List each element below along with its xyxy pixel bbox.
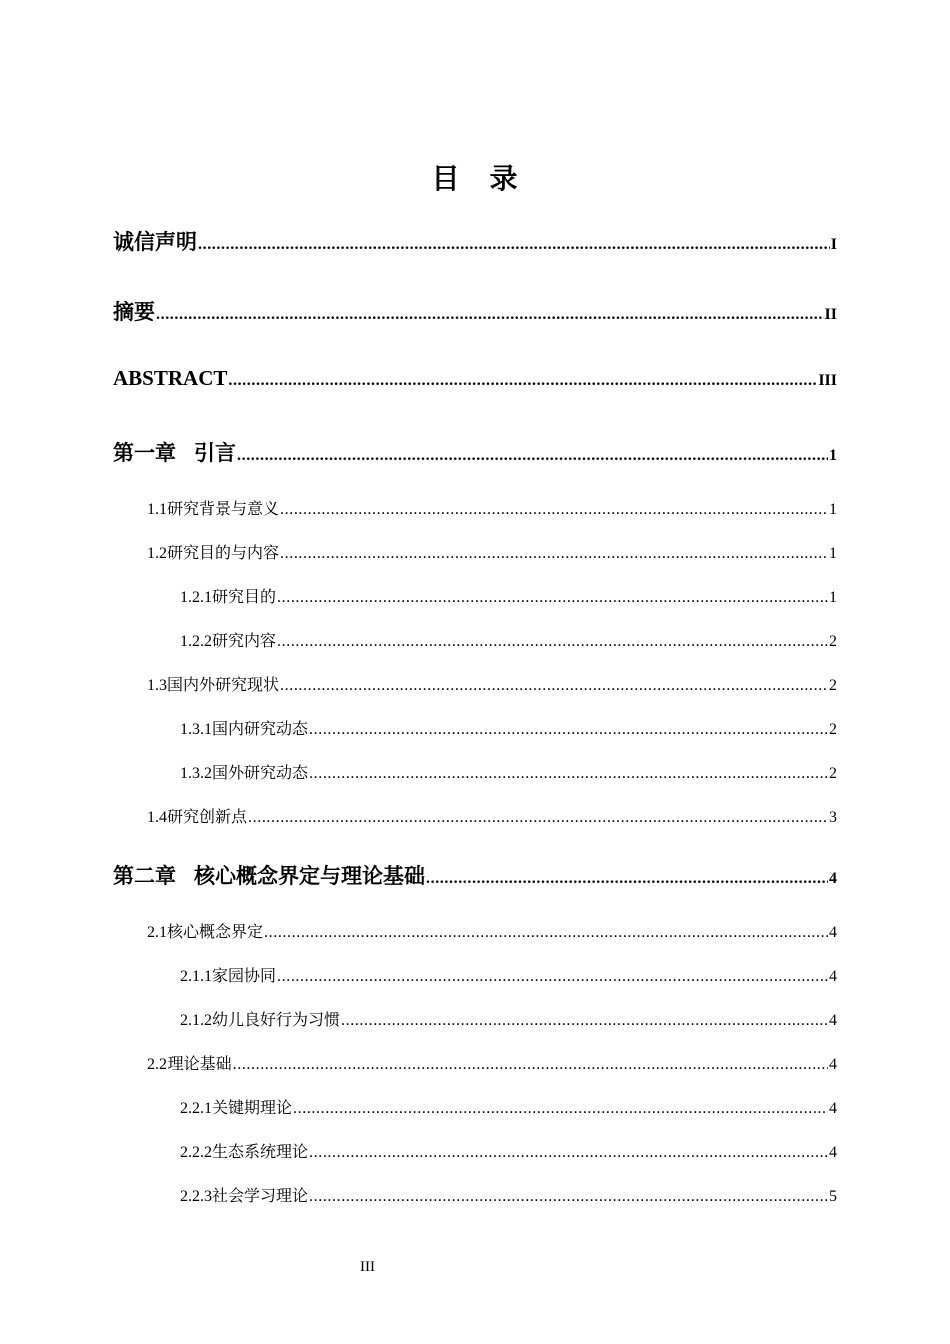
toc-entry-label: 研究目的: [212, 589, 277, 606]
dot-leader: [277, 633, 828, 651]
toc-page-number: 4: [829, 1012, 837, 1029]
toc-page-number: 2: [829, 633, 837, 650]
toc-page-number: 1: [829, 501, 837, 518]
toc-entry-2-2[interactable]: [147, 1051, 837, 1074]
toc-entry-label: 研究目的与内容: [167, 545, 280, 562]
toc-entry-2-2-1[interactable]: [180, 1095, 837, 1118]
toc-page-number: 3: [829, 809, 837, 826]
toc-entry-label: 研究内容: [212, 633, 277, 650]
toc-section-number: 1.2: [147, 545, 167, 562]
dot-leader: [293, 1100, 828, 1118]
toc-entry-label: 研究创新点: [167, 809, 248, 826]
toc-page-number: 1: [829, 447, 837, 464]
toc-entry-2-1[interactable]: [147, 919, 837, 942]
dot-leader: [309, 765, 828, 783]
toc-page-number: 5: [829, 1188, 837, 1205]
dot-leader: [309, 721, 828, 739]
toc-section-number: 2.2.2: [180, 1144, 212, 1161]
toc-entry-abstract-en[interactable]: [113, 366, 837, 391]
toc-entry-2-2-2[interactable]: [180, 1139, 837, 1162]
toc-section-number: 1.4: [147, 809, 167, 826]
dot-leader: [237, 447, 828, 465]
toc-page-number: 4: [829, 924, 837, 941]
toc-entry-chapter-1[interactable]: [113, 437, 837, 467]
toc-entry-chapter-2[interactable]: [113, 860, 837, 890]
dot-leader: [280, 545, 828, 563]
dot-leader: [248, 809, 828, 827]
dot-leader: [277, 589, 828, 607]
toc-entry-label: 社会学习理论: [212, 1188, 309, 1205]
toc-entry-1-3-1[interactable]: [180, 716, 837, 739]
toc-page-number: 4: [829, 870, 837, 887]
toc-entry-label: 生态系统理论: [212, 1144, 309, 1161]
toc-section-number: 2.2.3: [180, 1188, 212, 1205]
toc-page-number: 4: [829, 1100, 837, 1117]
toc-entry-2-1-1[interactable]: [180, 963, 837, 986]
toc-entry-label: 家园协同: [212, 968, 277, 985]
toc-entry-label: 引言: [194, 441, 236, 465]
toc-entry-1-4[interactable]: [147, 804, 837, 827]
dot-leader: [309, 1188, 828, 1206]
toc-page-number: II: [824, 306, 837, 323]
dot-leader: [280, 501, 828, 519]
toc-entry-label: 核心概念界定: [167, 924, 264, 941]
toc-entry-label: 理论基础: [167, 1056, 232, 1073]
toc-section-number: 1.3: [147, 677, 167, 694]
toc-entry-label: 关键期理论: [212, 1100, 293, 1117]
toc-page-number: 1: [829, 589, 837, 606]
toc-entry-label: ABSTRACT: [113, 366, 228, 390]
toc-entry-integrity-statement[interactable]: [113, 226, 837, 256]
toc-page-number: III: [818, 372, 837, 389]
toc-page-number: 4: [829, 1056, 837, 1073]
toc-page-number: 1: [829, 545, 837, 562]
toc-entry-label: 诚信声明: [113, 230, 197, 254]
toc-entry-label: 摘要: [113, 300, 155, 324]
toc-section-number: 1.3.1: [180, 721, 212, 738]
toc-page-number: 4: [829, 968, 837, 985]
toc-entry-1-1[interactable]: [147, 496, 837, 519]
page-title: 目 录: [431, 162, 519, 195]
toc-entry-label: 国外研究动态: [212, 765, 309, 782]
toc-entry-1-3-2[interactable]: [180, 760, 837, 783]
dot-leader: [198, 236, 830, 254]
dot-leader: [426, 870, 828, 888]
toc-page-number: 4: [829, 1144, 837, 1161]
toc-entry-label: 国内研究动态: [212, 721, 309, 738]
toc-entry-2-2-3[interactable]: [180, 1183, 837, 1206]
toc-section-number: 2.1.2: [180, 1012, 212, 1029]
toc-entry-abstract-cn[interactable]: [113, 296, 837, 326]
dot-leader: [156, 306, 824, 324]
toc-entry-1-2-2[interactable]: [180, 628, 837, 651]
toc-section-number: 2.1: [147, 924, 167, 941]
dot-leader: [280, 677, 828, 695]
dot-leader: [309, 1144, 828, 1162]
toc-chapter-number: 第二章: [113, 864, 176, 888]
toc-page-number: 2: [829, 721, 837, 738]
toc-entry-label: 国内外研究现状: [167, 677, 280, 694]
toc-entry-label: 研究背景与意义: [167, 501, 280, 518]
toc-section-number: 1.2.2: [180, 633, 212, 650]
dot-leader: [341, 1012, 828, 1030]
toc-entry-1-2[interactable]: [147, 540, 837, 563]
toc-section-number: 2.2.1: [180, 1100, 212, 1117]
toc-entry-1-3[interactable]: [147, 672, 837, 695]
toc-section-number: 1.1: [147, 501, 167, 518]
toc-section-number: 2.1.1: [180, 968, 212, 985]
dot-leader: [233, 1056, 828, 1074]
toc-chapter-number: 第一章: [113, 441, 176, 465]
dot-leader: [277, 968, 828, 986]
toc-entry-2-1-2[interactable]: [180, 1007, 837, 1030]
footer-page-number: III: [360, 1259, 375, 1275]
toc-page-number: 2: [829, 677, 837, 694]
dot-leader: [264, 924, 828, 942]
toc-section-number: 1.3.2: [180, 765, 212, 782]
toc-entry-label: 幼儿良好行为习惯: [212, 1012, 341, 1029]
toc-section-number: 1.2.1: [180, 589, 212, 606]
toc-entry-1-2-1[interactable]: [180, 584, 837, 607]
toc-entry-label: 核心概念界定与理论基础: [194, 864, 425, 888]
toc-page-number: 2: [829, 765, 837, 782]
dot-leader: [228, 372, 817, 390]
toc-section-number: 2.2: [147, 1056, 167, 1073]
toc-page-number: I: [830, 236, 837, 253]
